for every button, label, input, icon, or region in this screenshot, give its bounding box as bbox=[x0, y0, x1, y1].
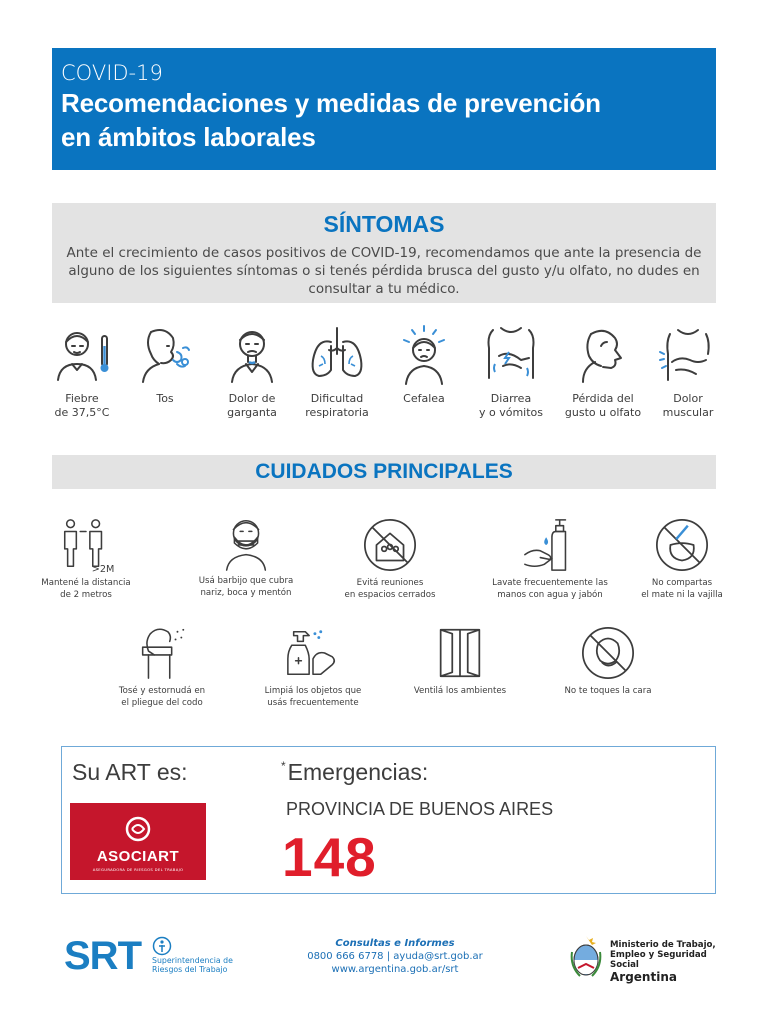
asociart-brand: ASOCIART bbox=[96, 848, 180, 865]
care-elbow bbox=[92, 624, 232, 709]
care-window bbox=[390, 624, 530, 698]
art-label: Su ART es: bbox=[72, 759, 188, 785]
stomach-icon bbox=[479, 322, 543, 386]
contact-web-link[interactable]: www.argentina.gob.ar/srt bbox=[331, 964, 459, 975]
no-gathering-icon bbox=[361, 516, 419, 574]
emergency-box bbox=[61, 746, 716, 894]
srt-mark-icon bbox=[152, 936, 172, 956]
lungs-icon bbox=[305, 322, 369, 386]
contact-phone-email[interactable]: 0800 666 6778 | ayuda@srt.gob.ar bbox=[307, 951, 483, 962]
no-touch-face-icon bbox=[579, 624, 637, 682]
cleaning-icon bbox=[284, 624, 342, 682]
cough-icon bbox=[133, 322, 197, 386]
symptom-cough bbox=[125, 322, 205, 406]
symptom-label: Pérdida del gusto u olfato bbox=[564, 392, 642, 419]
ministry-line2: Empleo y Seguridad Social bbox=[610, 950, 707, 970]
ministry-line1: Ministerio de Trabajo, bbox=[610, 940, 716, 950]
sintomas-section bbox=[52, 203, 716, 303]
symptom-label: Dolor muscular bbox=[662, 392, 714, 419]
distance-tag: >2M bbox=[91, 564, 115, 574]
symptom-label: Dolor de garganta bbox=[227, 392, 277, 419]
coat-of-arms-icon bbox=[570, 934, 602, 978]
symptom-label: Diarrea y o vómitos bbox=[478, 392, 544, 419]
care-label: Limpiá los objetos que usás frecuentemente bbox=[264, 686, 362, 708]
sore-throat-icon bbox=[220, 322, 284, 386]
asociart-mark-icon bbox=[125, 816, 151, 842]
symptom-label: Cefalea bbox=[403, 392, 445, 405]
care-no-touch bbox=[538, 624, 678, 698]
care-label: Evitá reuniones en espacios cerrados bbox=[344, 578, 436, 600]
ministry-country: Argentina bbox=[610, 970, 677, 984]
care-no-gathering bbox=[320, 516, 460, 601]
page-header bbox=[52, 48, 716, 170]
symptom-stomach bbox=[471, 322, 551, 420]
emergency-label bbox=[281, 759, 428, 786]
header-kicker: COVID-19 bbox=[61, 61, 163, 85]
emergency-text: Emergencias: bbox=[287, 759, 429, 785]
symptom-fever bbox=[42, 322, 122, 420]
care-label: Lavate frecuentemente las manos con agua y jabón bbox=[492, 578, 608, 600]
asociart-logo bbox=[70, 803, 206, 880]
sintomas-intro: Ante el crecimiento de casos positivos de COVID-19, recomendamos que ante la presencia de alguno de los siguientes síntomas o si tenés pérdida brusca del gusto y/u olfato, no dudes en consultar a tu médico. bbox=[66, 245, 702, 297]
symptom-sore-throat bbox=[212, 322, 292, 420]
cuidados-heading: CUIDADOS PRINCIPALES bbox=[255, 460, 513, 483]
care-cleaning bbox=[243, 624, 383, 709]
care-label: Tosé y estornudá en el pliegue del codo bbox=[118, 686, 206, 708]
care-label: Usá barbijo que cubra nariz, boca y mentón bbox=[198, 576, 294, 598]
headache-icon bbox=[392, 322, 456, 386]
contact-title: Consultas e Informes bbox=[335, 938, 455, 949]
symptom-smell-loss bbox=[563, 322, 643, 420]
srt-logo bbox=[64, 934, 233, 978]
fever-icon bbox=[50, 322, 114, 386]
no-mate-icon bbox=[653, 516, 711, 574]
care-label: Mantené la distancia de 2 metros bbox=[41, 578, 131, 600]
symptom-headache bbox=[384, 322, 464, 406]
smell-loss-icon bbox=[571, 322, 635, 386]
srt-name bbox=[152, 956, 272, 974]
care-label: No te toques la cara bbox=[564, 686, 652, 696]
handwash-icon bbox=[521, 516, 579, 574]
care-distance bbox=[16, 516, 156, 601]
srt-line1: Superintendencia de bbox=[152, 956, 233, 965]
header-title-line1: Recomendaciones y medidas de prevención bbox=[61, 88, 601, 118]
mask-icon bbox=[217, 514, 275, 572]
cuidados-section bbox=[52, 455, 716, 489]
symptom-breathing bbox=[297, 322, 377, 420]
symptom-label: Tos bbox=[156, 392, 174, 405]
header-title-line2: en ámbitos laborales bbox=[61, 122, 316, 152]
province-label: PROVINCIA DE BUENOS AIRES bbox=[286, 799, 554, 819]
care-no-mate bbox=[612, 516, 752, 601]
care-mask bbox=[176, 514, 316, 599]
care-label: No compartas el mate ni la vajilla bbox=[641, 578, 723, 600]
asterisk: * bbox=[281, 759, 286, 773]
srt-line2: Riesgos del Trabajo bbox=[152, 965, 228, 974]
asociart-tagline: ASEGURADORA DE RIESGOS DEL TRABAJO bbox=[92, 867, 184, 872]
emergency-phone[interactable]: 148 bbox=[282, 826, 377, 888]
distance-icon bbox=[57, 516, 115, 574]
care-label: Ventilá los ambientes bbox=[413, 686, 507, 696]
symptom-label: Fiebre de 37,5°C bbox=[54, 392, 110, 419]
srt-letters: SRT bbox=[64, 934, 141, 978]
elbow-sneeze-icon bbox=[133, 624, 191, 682]
care-handwash bbox=[480, 516, 620, 601]
symptom-label: Dificultad respiratoria bbox=[305, 392, 369, 419]
ministry-text bbox=[610, 940, 730, 984]
window-icon bbox=[431, 624, 489, 682]
muscle-pain-icon bbox=[656, 322, 720, 386]
sintomas-heading: SÍNTOMAS bbox=[323, 211, 445, 237]
symptom-muscle-pain bbox=[648, 322, 728, 420]
contact-info bbox=[300, 938, 490, 976]
